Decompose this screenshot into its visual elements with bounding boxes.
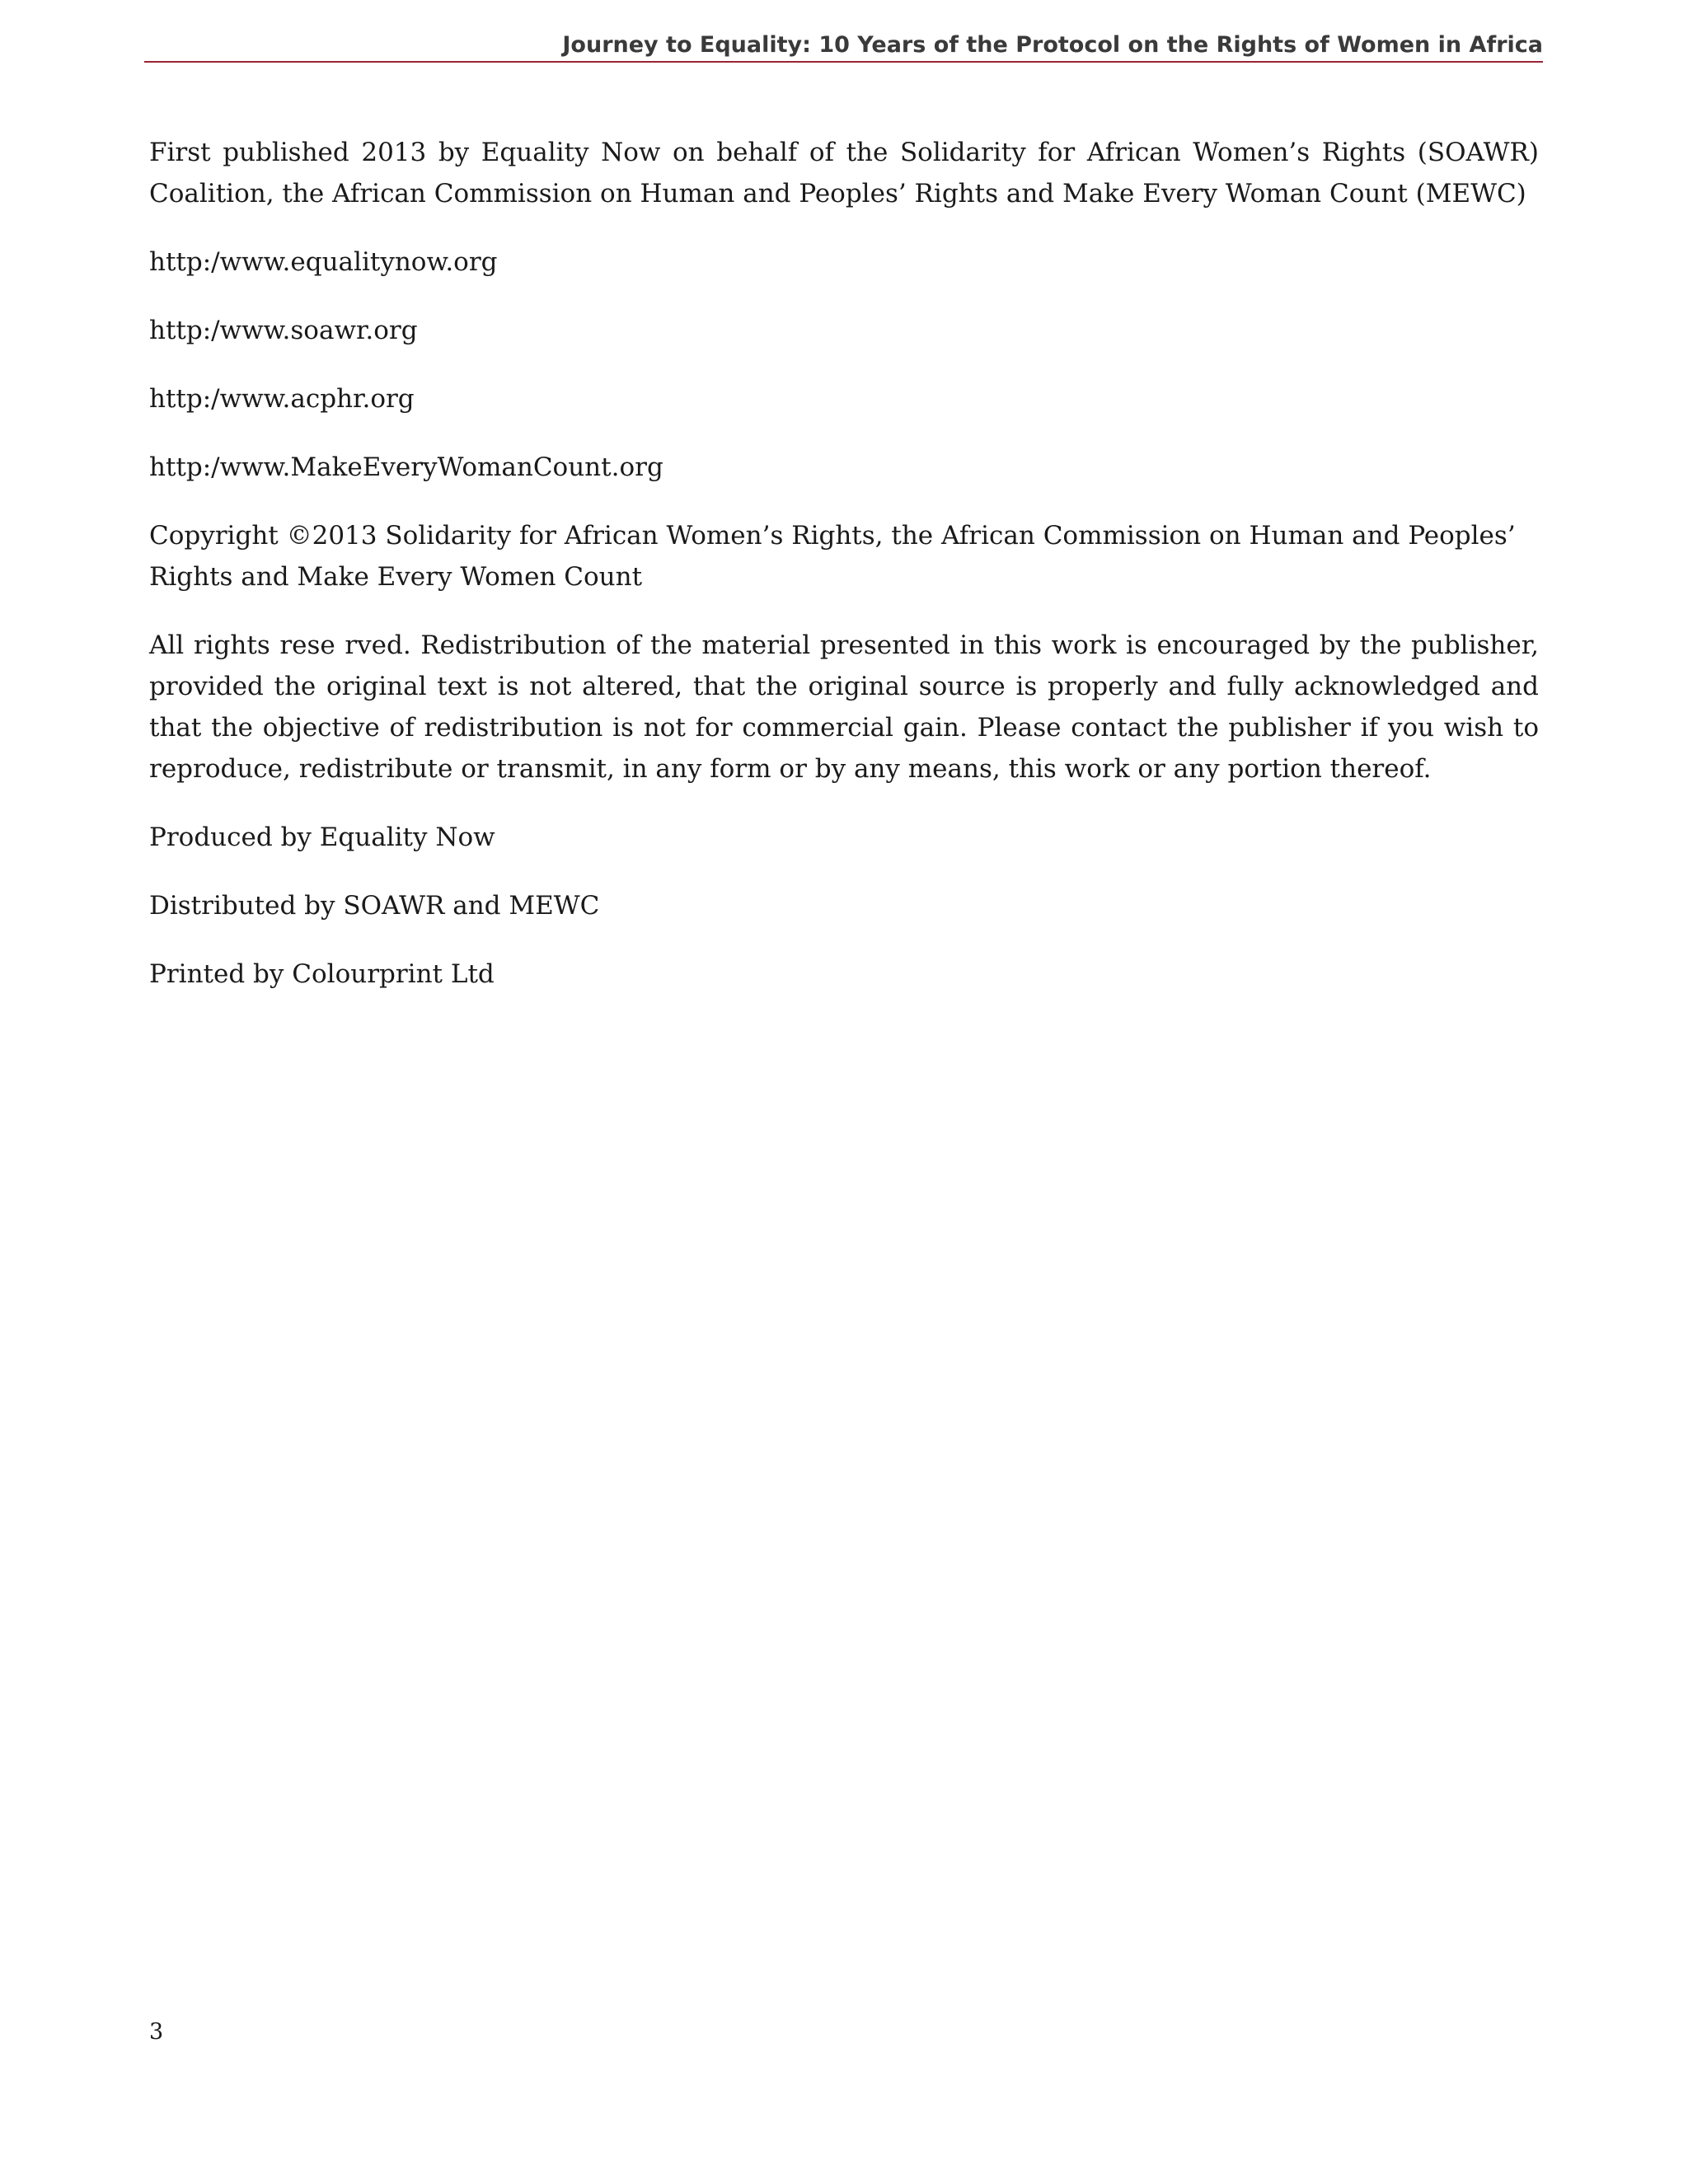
page-number: 3 xyxy=(149,2019,164,2045)
distributed-by: Distributed by SOAWR and MEWC xyxy=(149,891,600,921)
link-make-every-woman-count[interactable]: http:/www.MakeEveryWomanCount.org xyxy=(149,452,663,482)
produced-by: Produced by Equality Now xyxy=(149,823,495,852)
link-soawr[interactable]: http:/www.soawr.org xyxy=(149,316,418,345)
link-equality-now[interactable]: http:/www.equalitynow.org xyxy=(149,247,498,277)
document-body xyxy=(149,132,1539,1022)
running-header-title: Journey to Equality: 10 Years of the Protocol on the Rights of Women in Africa xyxy=(562,32,1543,58)
printed-by: Printed by Colourprint Ltd xyxy=(149,959,495,989)
rights-paragraph: All rights rese rved. Redistribution of the material presented in this work is encouraged by the publisher, provided the original text is not altered, that the original source is properly and fully acknowledged and that the objective of redistribution is not for commercial gain. Please contact the publisher if you wish to reproduce, redistribute or transmit, in any form or by any means, this work or any portion thereof. xyxy=(149,630,1539,784)
copyright-paragraph: Copyright ©2013 Solidarity for African Women’s Rights, the African Commission on Human and Peoples’ Rights and Make Every Women Count xyxy=(149,521,1516,592)
first-published-paragraph: First published 2013 by Equality Now on behalf of the Solidarity for African Women’s Rights (SOAWR) Coalition, the African Commission on Human and Peoples’ Rights and Make Every Woman Count (MEWC) xyxy=(149,138,1539,209)
header-rule xyxy=(144,61,1543,63)
link-acphr[interactable]: http:/www.acphr.org xyxy=(149,384,415,414)
